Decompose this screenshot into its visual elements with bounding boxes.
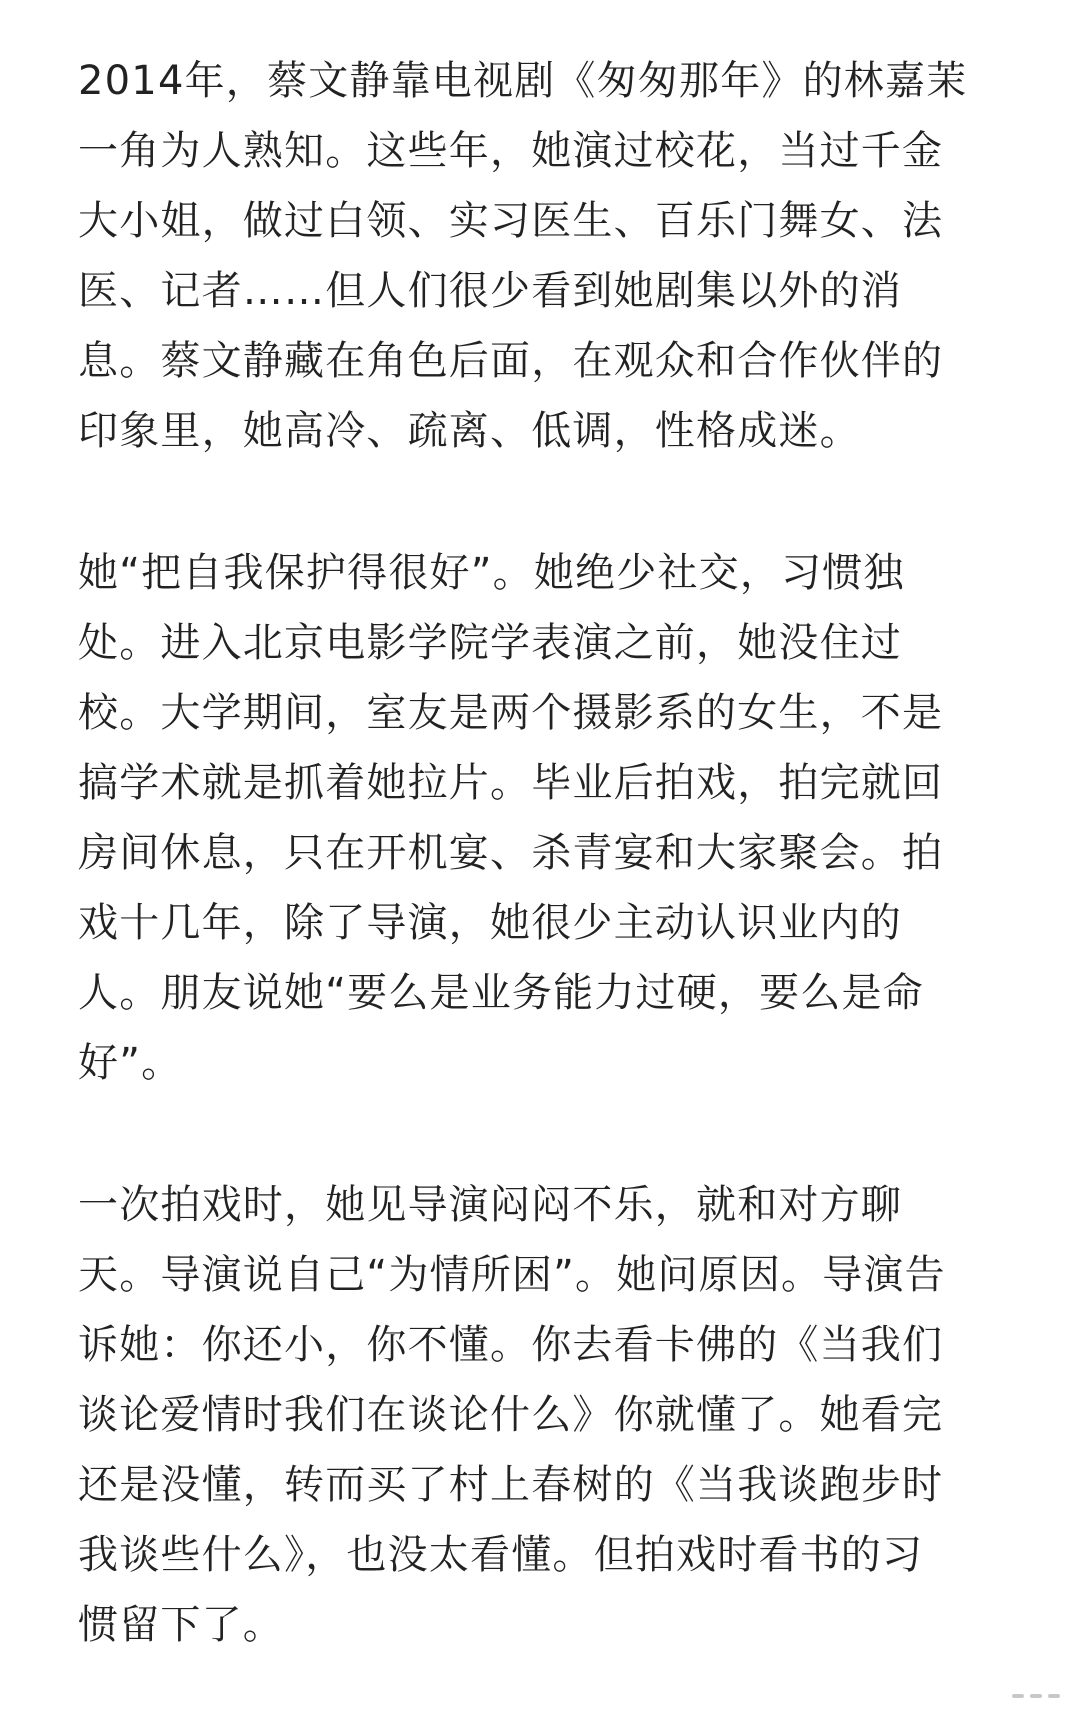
article-body [78,46,1002,1660]
paragraph-3: 一次拍戏时，她见导演闷闷不乐，就和对方聊 天。导演说自己“为情所困”。她问原因。导演告 诉她：你还小，你不懂。你去看卡佛的《当我们 谈论爱情时我们在谈论什么》你就懂了。她看完 还是没懂，转而买了村上春树的《当我谈跑步时 我谈些什么》，也没太看懂。但拍戏时看书的习 惯留下了。 [78,1182,946,1648]
watermark-dots-icon [1012,1694,1060,1698]
paragraph-1: 2014年，蔡文静靠电视剧《匆匆那年》的林嘉茉 一角为人熟知。这些年，她演过校花，当过千金 大小姐，做过白领、实习医生、百乐门舞女、法 医、记者……但人们很少看到她剧集以外的消 息。蔡文静藏在角色后面，在观众和合作伙伴的 印象里，她高冷、疏离、低调，性格成迷。 [78,58,968,454]
paragraph-2: 她“把自我保护得很好”。她绝少社交，习惯独 处。进入北京电影学院学表演之前，她没住过 校。大学期间，室友是两个摄影系的女生，不是 搞学术就是抓着她拉片。毕业后拍戏，拍完就回 房间休息，只在开机宴、杀青宴和大家聚会。拍 戏十几年，除了导演，她很少主动认识业内的 人。朋友说她“要么是业务能力过硬，要么是命 好”。 [78,550,944,1086]
